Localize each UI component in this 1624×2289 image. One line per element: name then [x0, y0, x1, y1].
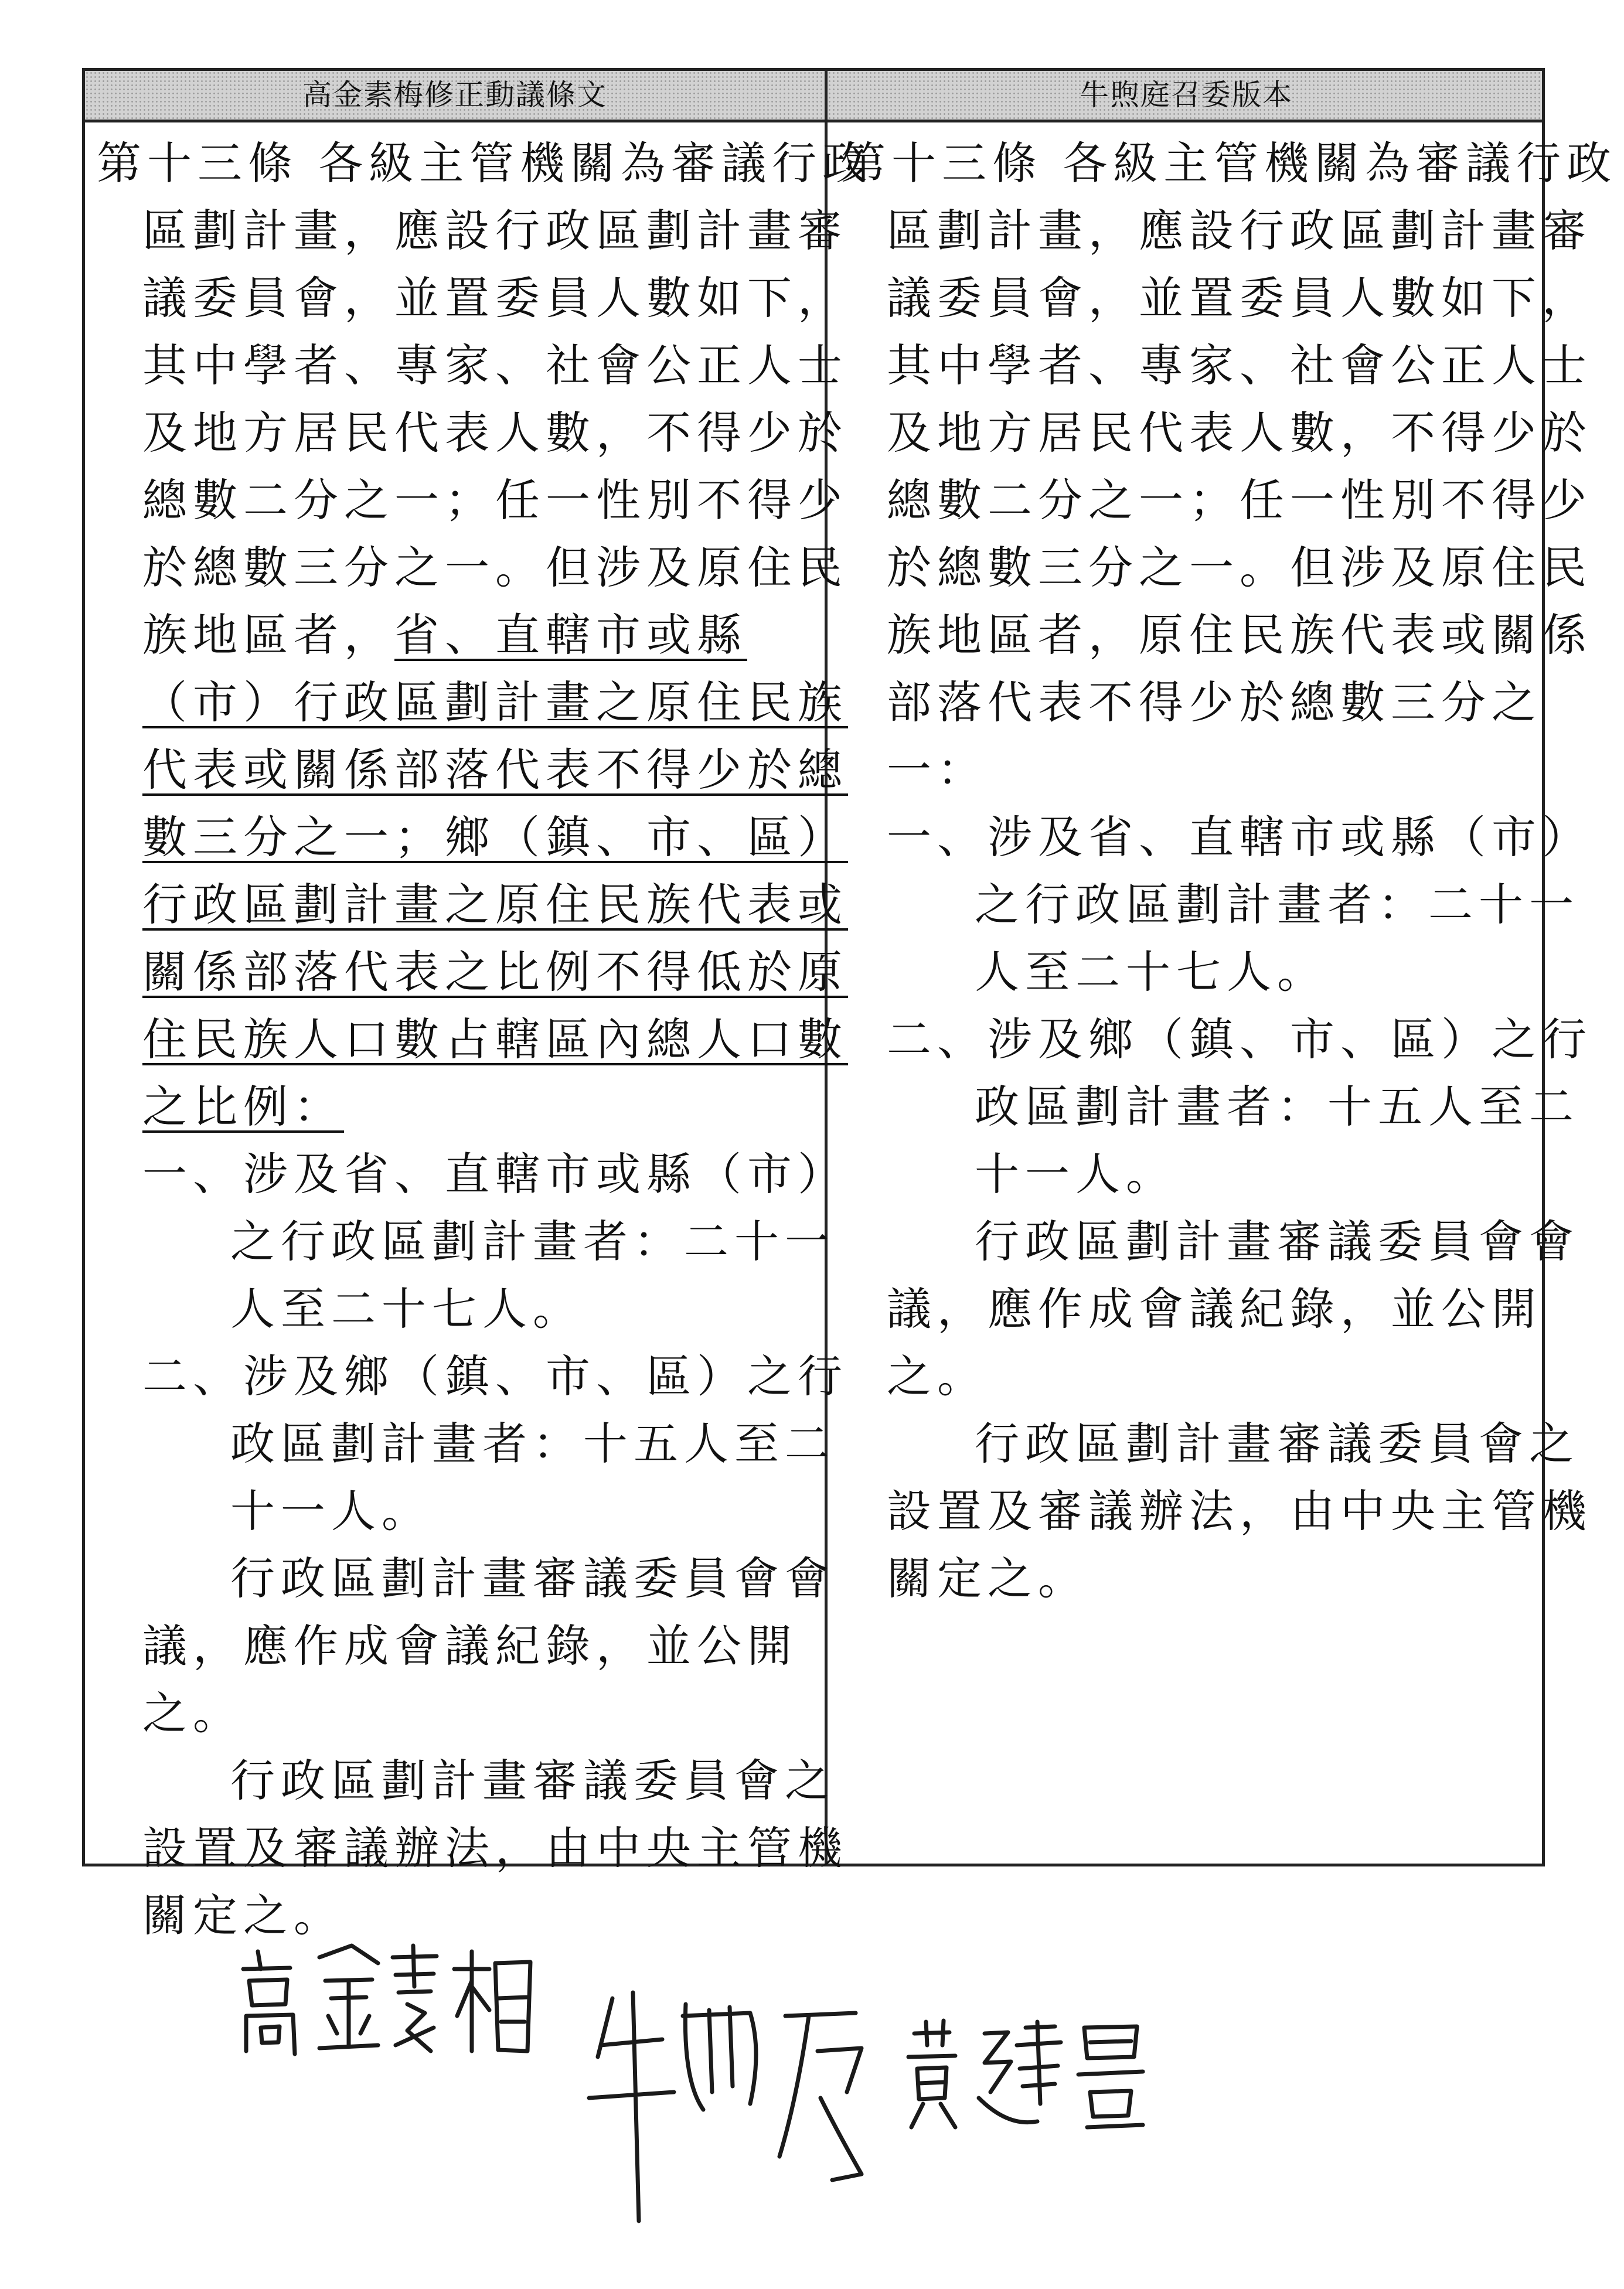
- text-line: [841, 534, 1592, 601]
- text-line: [841, 1275, 1542, 1343]
- line-text: 及地方居民代表人數，不得少於: [142, 407, 848, 459]
- text-line: [97, 1747, 835, 1814]
- text-line: [841, 669, 1542, 736]
- text-line: [97, 1612, 809, 1680]
- text-line: [97, 466, 848, 534]
- text-line: [97, 534, 848, 601]
- text-line: [97, 1006, 848, 1073]
- underlined-amendment-text: 代表或關係部落代表不得少於總: [142, 744, 848, 796]
- line-text: 部落代表不得少於總數三分之: [887, 676, 1542, 728]
- text-line: [841, 1343, 1538, 1410]
- text-line: [97, 1477, 809, 1545]
- line-text: 人至二十七人。: [230, 1283, 583, 1335]
- signature-niu-hsu-ting: [586, 1981, 914, 2227]
- text-line: [841, 1477, 1592, 1545]
- text-line: [97, 1275, 809, 1343]
- text-line: [97, 332, 848, 399]
- line-text: 其中學者、專家、社會公正人士: [142, 339, 848, 391]
- line-text: 議，應作成會議紀錄，並公開: [887, 1283, 1542, 1335]
- text-line: [97, 1343, 848, 1410]
- line-text: 族地區者，原住民族代表或關係: [887, 609, 1592, 661]
- line-text: 一：: [887, 744, 988, 796]
- line-text: 人至二十七人。: [975, 946, 1327, 998]
- line-text: 族地區者，: [142, 609, 394, 661]
- text-line: [97, 1545, 835, 1612]
- text-line: [97, 1410, 835, 1477]
- line-text: 其中學者、專家、社會公正人士: [887, 339, 1592, 391]
- underlined-amendment-text: 之比例：: [142, 1081, 344, 1133]
- text-line: [841, 332, 1592, 399]
- line-text: 行政區劃計畫審議委員會會: [230, 1552, 835, 1605]
- line-text: 十一人。: [230, 1485, 432, 1537]
- text-line: [97, 803, 848, 871]
- underlined-amendment-text: 數三分之一；鄉（鎮、市、區）: [142, 811, 848, 863]
- text-line: [97, 669, 848, 736]
- line-text: 行政區劃計畫審議委員會會: [975, 1215, 1579, 1268]
- line-text: 於總數三分之一。但涉及原住民: [887, 541, 1592, 594]
- line-text: 之行政區劃計畫者：二十一: [975, 878, 1579, 931]
- text-line: [841, 1006, 1592, 1073]
- text-line: [97, 1208, 835, 1275]
- line-text: 政區劃計畫者：十五人至二: [230, 1418, 835, 1470]
- text-line: [97, 130, 873, 197]
- text-line: [97, 601, 809, 669]
- line-text: 區劃計畫，應設行政區劃計畫審: [142, 205, 848, 257]
- line-text: 之。: [887, 1350, 988, 1402]
- text-line: [841, 1545, 1538, 1612]
- line-text: 議委員會，並置委員人數如下，: [142, 272, 848, 324]
- line-text: 議委員會，並置委員人數如下，: [887, 272, 1592, 324]
- text-line: [841, 736, 1538, 803]
- underlined-amendment-text: 省、直轄市或縣: [394, 609, 747, 661]
- text-line: [97, 871, 848, 938]
- text-line: [841, 803, 1592, 871]
- line-text: 及地方居民代表人數，不得少於: [887, 407, 1592, 459]
- text-line: [841, 601, 1592, 669]
- line-text: 關定之。: [887, 1552, 1088, 1605]
- text-line: [841, 264, 1592, 332]
- line-text: 關定之。: [142, 1889, 344, 1941]
- line-text: 政區劃計畫者：十五人至二: [975, 1081, 1579, 1133]
- text-line: [97, 264, 848, 332]
- text-line: [97, 1140, 848, 1208]
- line-text: 區劃計畫，應設行政區劃計畫審: [887, 205, 1592, 257]
- table-header: [85, 71, 1542, 122]
- text-line: [97, 736, 848, 803]
- line-text: 設置及審議辦法，由中央主管機: [887, 1485, 1592, 1537]
- text-line: [841, 871, 1579, 938]
- underlined-amendment-text: 行政區劃計畫之原住民族代表或: [142, 878, 848, 931]
- text-line: [97, 1814, 848, 1882]
- line-text: 二、涉及鄉（鎮、市、區）之行: [142, 1350, 848, 1402]
- text-line: [97, 1680, 809, 1747]
- text-line: [97, 1073, 809, 1140]
- header-right: 牛煦庭召委版本: [1080, 78, 1293, 112]
- header-left: 高金素梅修正動議條文: [302, 78, 607, 112]
- underlined-amendment-text: 關係部落代表之比例不得低於原: [142, 946, 848, 998]
- text-line: [841, 466, 1592, 534]
- line-text: 十一人。: [975, 1148, 1176, 1200]
- text-line: [841, 1208, 1579, 1275]
- line-text: 於總數三分之一。但涉及原住民: [142, 541, 848, 594]
- text-line: [841, 130, 1618, 197]
- line-text: 二、涉及鄉（鎮、市、區）之行: [887, 1013, 1592, 1065]
- line-text: 總數二分之一；任一性別不得少: [142, 474, 848, 526]
- signature-huang-chien-pin: [891, 2010, 1196, 2139]
- comparison-table: [82, 68, 1618, 1941]
- line-text: 總數二分之一；任一性別不得少: [887, 474, 1592, 526]
- line-text: 第十三條 各級主管機關為審議行政: [97, 137, 873, 189]
- line-text: 之。: [142, 1687, 243, 1739]
- line-text: 行政區劃計畫審議委員會之: [975, 1418, 1579, 1470]
- line-text: 之行政區劃計畫者：二十一: [230, 1215, 835, 1268]
- line-text: 設置及審議辦法，由中央主管機: [142, 1822, 848, 1874]
- line-text: 一、涉及省、直轄市或縣（市）: [142, 1148, 848, 1200]
- text-line: [841, 399, 1592, 466]
- text-line: [841, 938, 1538, 1006]
- line-text: 一、涉及省、直轄市或縣（市）: [887, 811, 1592, 863]
- text-line: [841, 1140, 1538, 1208]
- text-line: [841, 197, 1592, 264]
- text-line: [97, 938, 848, 1006]
- underlined-amendment-text: 住民族人口數占轄區內總人口數: [142, 1013, 848, 1065]
- text-line: [97, 197, 848, 264]
- line-text: 行政區劃計畫審議委員會之: [230, 1755, 835, 1807]
- right-column-text: [841, 130, 1618, 1612]
- underlined-amendment-text: （市）行政區劃計畫之原住民族: [142, 676, 848, 728]
- text-line: [841, 1410, 1579, 1477]
- text-line: [841, 1073, 1579, 1140]
- line-text: 議，應作成會議紀錄，並公開: [142, 1620, 798, 1672]
- left-column-text: [97, 130, 873, 1949]
- line-text: 第十三條 各級主管機關為審議行政: [841, 137, 1618, 189]
- signature-kao-chin-su-mei: [231, 1934, 536, 2063]
- text-line: [97, 399, 848, 466]
